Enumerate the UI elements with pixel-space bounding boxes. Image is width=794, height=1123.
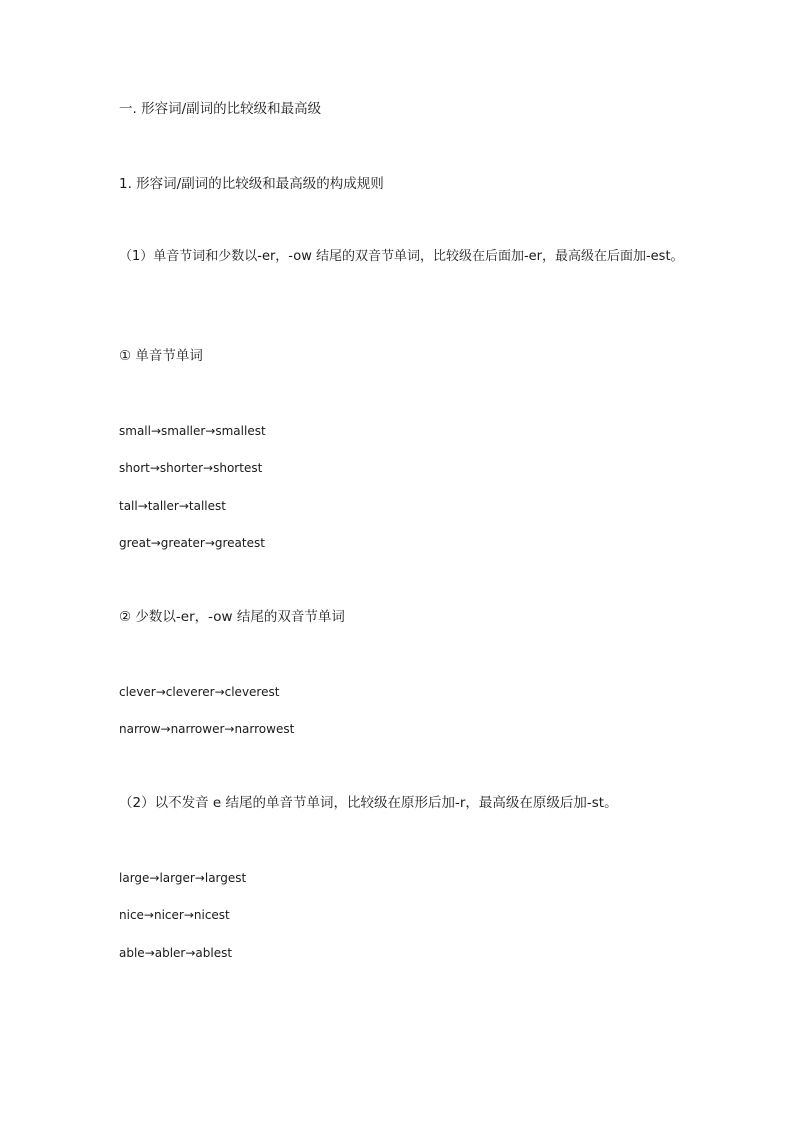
example-line: short→shorter→shortest	[119, 461, 263, 475]
rule-1-part-1-title: ① 单音节单词	[119, 348, 203, 364]
example-line: nice→nicer→nicest	[119, 908, 230, 922]
example-line: narrow→narrower→narrowest	[119, 722, 295, 736]
rule-1-text: （1）单音节词和少数以-er，-ow 结尾的双音节单词，比较级在后面加-er，最高级在后面加-est。	[119, 249, 684, 264]
section-title: 一. 形容词/副词的比较级和最高级	[119, 101, 322, 117]
example-line: small→smaller→smallest	[119, 424, 266, 438]
rule-2-text: （2）以不发音 e 结尾的单音节单词，比较级在原形后加-r，最高级在原级后加-st。	[119, 795, 618, 811]
example-line: tall→taller→tallest	[119, 499, 226, 513]
example-line: clever→cleverer→cleverest	[119, 685, 280, 699]
example-line: great→greater→greatest	[119, 536, 265, 550]
subsection-title: 1. 形容词/副词的比较级和最高级的构成规则	[119, 176, 384, 192]
rule-1-part-2-title: ② 少数以-er，-ow 结尾的双音节单词	[119, 609, 345, 625]
example-line: able→abler→ablest	[119, 946, 233, 960]
example-line: large→larger→largest	[119, 871, 247, 885]
